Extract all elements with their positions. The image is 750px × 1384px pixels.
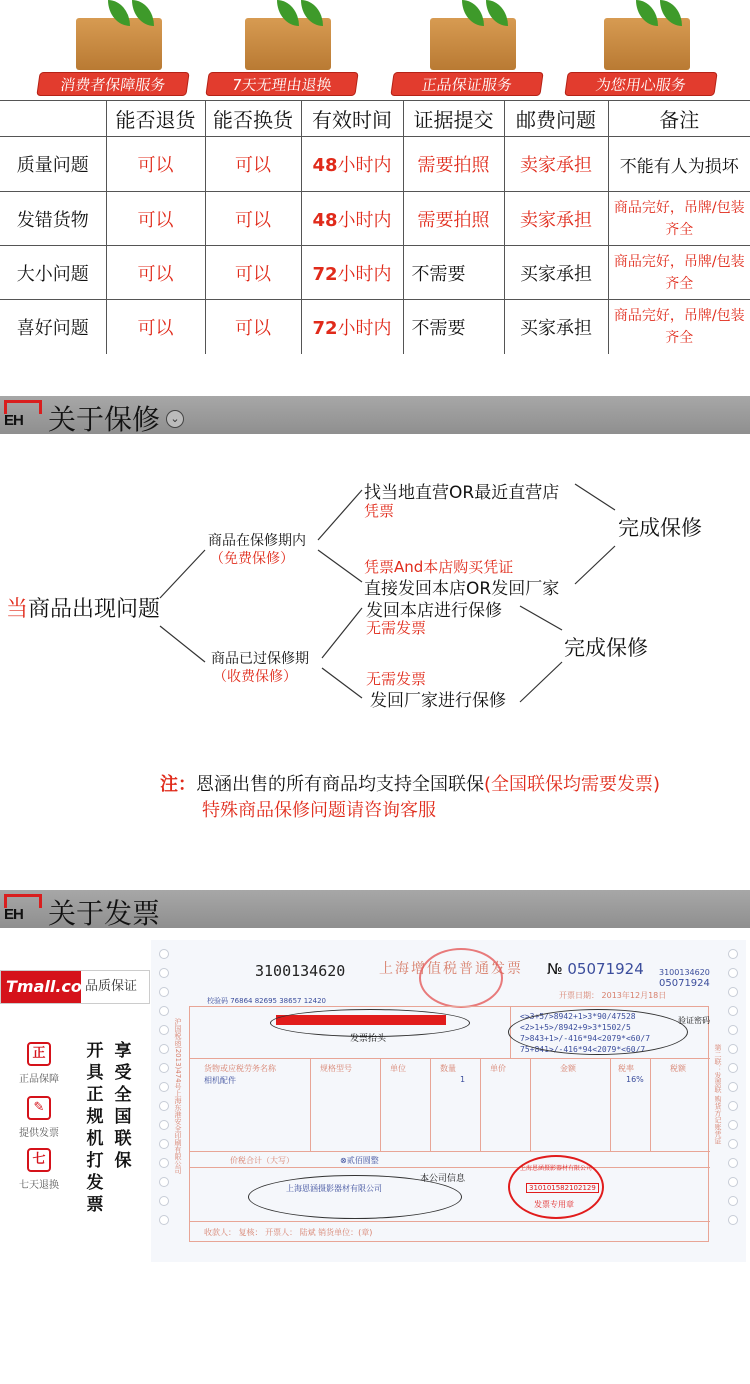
- number-label: №: [547, 960, 563, 978]
- note-cell: 不能有人为损坏: [608, 137, 750, 192]
- section-header-repair: [0, 396, 750, 434]
- time-number: 72: [312, 317, 338, 339]
- feature-7day: [14, 1148, 64, 1191]
- leaf-in-2-cond: 凭票And本店购买凭证: [364, 558, 514, 576]
- time-unit: 小时内: [337, 155, 392, 176]
- postage-cell: 卖家承担: [504, 192, 608, 246]
- service-label: 为您用心服务: [564, 72, 717, 96]
- invoice-number: 05071924: [567, 960, 644, 978]
- time-cell: [301, 300, 403, 354]
- note-main: 恩涵出售的所有商品均支持全国联保: [196, 774, 484, 795]
- invoice-number-field: [547, 960, 644, 978]
- root-first-char: 当: [6, 597, 29, 622]
- note-paren: (全国联保均需要发票): [484, 774, 661, 795]
- item-name: 相机配件: [204, 1076, 236, 1085]
- col-header: 单位: [390, 1064, 406, 1073]
- col-header: 税额: [670, 1064, 686, 1073]
- header-cell: 能否退货: [106, 101, 205, 137]
- box-icon: [245, 18, 331, 70]
- note-cell: 商品完好，吊牌/包装齐全: [608, 246, 750, 300]
- box-icon: [430, 18, 516, 70]
- header-cell: 能否换货: [205, 101, 301, 137]
- return-policy-table: [0, 100, 750, 354]
- leaf-in-1-cond: 凭票: [364, 502, 395, 520]
- connector-line: [322, 608, 362, 658]
- total-label: 价税合计（大写）: [230, 1156, 294, 1165]
- connector-line: [160, 550, 205, 598]
- note-cell: 商品完好，吊牌/包装齐全: [608, 192, 750, 246]
- issue-cell: 发错货物: [0, 192, 106, 246]
- invoice-date: 开票日期： 2013年12月18日: [559, 991, 667, 1000]
- seven-day-icon: 七: [27, 1148, 51, 1172]
- chevron-down-icon[interactable]: ⌄: [166, 410, 184, 428]
- highlight-oval: [508, 1009, 688, 1055]
- note-line-1: [160, 772, 660, 798]
- return-cell: 可以: [106, 246, 205, 300]
- cipher-line: <>3+5/>8942+1>3*90/47528: [520, 1012, 636, 1021]
- evidence-cell: 不需要: [403, 246, 504, 300]
- leaf-out-2-text: 发回厂家进行保修: [370, 691, 506, 711]
- tmall-badge: [0, 970, 150, 1004]
- label-buyer-header: 发票抬头: [350, 1034, 387, 1044]
- tmall-tag: 品质保证: [85, 979, 138, 994]
- vertical-text-left: 开具正规机打发票: [86, 1041, 104, 1215]
- connector-line: [520, 662, 562, 702]
- service-label: 正品保证服务: [390, 72, 543, 96]
- tractor-holes-right: [722, 940, 744, 1262]
- time-unit: 小时内: [337, 209, 392, 231]
- col-header: 税率: [618, 1064, 634, 1073]
- tractor-holes-left: [153, 940, 175, 1262]
- time-number: 72: [312, 263, 338, 285]
- evidence-cell: 不需要: [403, 300, 504, 354]
- table-header-row: [0, 101, 750, 137]
- done-label-top: 完成保修: [618, 516, 702, 540]
- issue-cell: 喜好问题: [16, 317, 89, 339]
- box-icon: [604, 18, 690, 70]
- service-badge-care: [566, 0, 726, 100]
- seller-company: 上海恩涵摄影器材有限公司: [286, 1184, 382, 1193]
- postage-cell: 买家承担: [504, 300, 608, 354]
- brand-logo-text: EH: [4, 412, 23, 429]
- done-label-bottom: 完成保修: [564, 636, 648, 660]
- invoice-icon: ✎: [27, 1096, 51, 1120]
- connector-line: [575, 484, 615, 510]
- invoice-side-text: 第二联：发票联 购货方记账凭证: [714, 1044, 722, 1145]
- brand-logo-icon: [4, 894, 42, 926]
- invoice-code: 3100134620: [255, 962, 346, 980]
- box-icon: [76, 18, 162, 70]
- time-cell: [301, 192, 403, 246]
- return-cell: 可以: [106, 137, 205, 192]
- feature-label: 七天退换: [19, 1180, 59, 1191]
- time-cell: [301, 137, 403, 192]
- seal-top-text: 上海恩涵摄影器材有限公司: [520, 1165, 593, 1172]
- branch-in-sub: （免费保修）: [210, 551, 294, 567]
- invoice-grid: [189, 1006, 709, 1242]
- leaf-in-2-text: 直接发回本店OR发回厂家: [364, 579, 560, 599]
- col-header: 单价: [490, 1064, 506, 1073]
- exchange-cell: 可以: [205, 300, 301, 354]
- leaf-out-2-cond: 无需发票: [366, 670, 427, 688]
- connector-line: [322, 668, 362, 698]
- time-number: 48: [312, 155, 338, 176]
- repair-flow-diagram: [0, 440, 750, 740]
- time-number: 48: [312, 209, 338, 231]
- feature-genuine: [14, 1042, 64, 1085]
- evidence-cell: 需要拍照: [403, 192, 504, 246]
- connector-line: [160, 626, 205, 662]
- time-unit: 小时内: [337, 317, 392, 339]
- table-row: [0, 300, 750, 354]
- leaf-out-1-text: 发回本店进行保修: [366, 601, 502, 621]
- evidence-cell: 需要拍照: [403, 137, 504, 192]
- item-rate: 16%: [626, 1075, 644, 1084]
- service-label: 消费者保障服务: [36, 72, 189, 96]
- branch-out-sub: （收费保修）: [213, 669, 297, 685]
- check-code: 校验码 76864 82695 38657 12420: [207, 997, 326, 1005]
- item-qty: 1: [460, 1075, 466, 1084]
- root-problem: [6, 592, 160, 623]
- invoice-body: [174, 948, 722, 1254]
- brand-logo-text: EH: [4, 906, 23, 923]
- header-cell: 有效时间: [301, 101, 403, 137]
- postage-cell: 卖家承担: [504, 137, 608, 192]
- section-title: 关于发票: [48, 897, 161, 930]
- header-cell: 证据提交: [403, 101, 504, 137]
- cipher-line: 75+841>/-416*94<2079*<60/7: [520, 1045, 646, 1054]
- return-cell: 可以: [106, 192, 205, 246]
- service-banner: [0, 0, 750, 100]
- cipher-line: <2>1+5>/8942+9>3*1502/5: [520, 1023, 631, 1032]
- connector-line: [520, 606, 562, 630]
- goods-header: 货物或应税劳务名称: [204, 1064, 276, 1073]
- section-header-invoice: [0, 890, 750, 928]
- leaf-out-1-cond: 无需发票: [366, 619, 427, 637]
- seal-id: 310101582102129: [526, 1183, 599, 1193]
- invoice-code-small: 3100134620: [659, 968, 710, 977]
- time-cell: [301, 246, 403, 300]
- seal-stamp-icon: [419, 948, 503, 1008]
- issue-cell: 质量问题: [0, 137, 106, 192]
- label-company-info: 本公司信息: [420, 1174, 466, 1184]
- col-header: 数量: [440, 1064, 456, 1073]
- root-text: 商品出现问题: [28, 597, 161, 622]
- note-line-2: 特殊商品保修问题请咨询客服: [202, 800, 436, 821]
- header-cell: 邮费问题: [504, 101, 608, 137]
- header-cell: 备注: [608, 101, 750, 137]
- feature-label: 提供发票: [19, 1128, 59, 1139]
- exchange-cell: 可以: [205, 246, 301, 300]
- invoice-heading: 上海增值税普通发票: [379, 961, 523, 977]
- leaf-in-1-text: 找当地直营OR最近直营店: [364, 483, 560, 503]
- return-cell: 可以: [106, 300, 205, 354]
- tmall-logo: Tmall.com: [1, 971, 81, 1003]
- service-badge-genuine: [392, 0, 552, 100]
- table-row: [0, 192, 750, 246]
- table-row: [0, 246, 750, 300]
- service-badge-consumer: [38, 0, 198, 100]
- invoice-image: [151, 940, 746, 1262]
- note-cell: 商品完好，吊牌/包装齐全: [608, 300, 750, 354]
- exchange-cell: 可以: [205, 137, 301, 192]
- cipher-line: 7>843+1>/-416*94<2079*<60/7: [520, 1034, 651, 1043]
- branch-in-warranty: 商品在保修期内: [208, 533, 306, 549]
- invoice-footer: 收款人： 复核： 开票人： 陆斌 销货单位：(章): [204, 1228, 373, 1237]
- connector-line: [318, 550, 362, 582]
- service-badge-7day: [207, 0, 367, 100]
- feature-label: 正品保障: [19, 1074, 59, 1085]
- section-title: 关于保修: [48, 403, 161, 436]
- header-cell: [0, 101, 106, 137]
- connector-line: [318, 490, 362, 540]
- col-header: 金额: [560, 1064, 576, 1073]
- invoice-number-small: 05071924: [659, 978, 710, 989]
- postage-cell: 买家承担: [504, 246, 608, 300]
- vertical-text-right: 享受全国联保: [114, 1041, 132, 1171]
- issue-cell: 大小问题: [0, 246, 106, 300]
- time-unit: 小时内: [337, 263, 392, 285]
- label-verify: 验证密码: [678, 1016, 710, 1025]
- exchange-cell: 可以: [205, 192, 301, 246]
- connector-line: [575, 546, 615, 584]
- brand-logo-icon: [4, 400, 42, 432]
- service-label: 7天无理由退换: [205, 72, 358, 96]
- col-header: 规格型号: [320, 1064, 352, 1073]
- genuine-icon: 正: [27, 1042, 51, 1066]
- table-row: [0, 137, 750, 192]
- feature-invoice: [14, 1096, 64, 1139]
- total-mark: ⊗贰佰圆整: [340, 1156, 379, 1165]
- highlight-oval: [248, 1175, 462, 1219]
- branch-out-warranty: 商品已过保修期: [211, 651, 309, 667]
- invoice-left-side-text: 沪国税函(2013)474号上海东港安全印刷有限公司: [174, 1018, 182, 1174]
- note-prefix: 注：: [160, 774, 196, 795]
- seal-bottom-text: 发票专用章: [534, 1200, 574, 1209]
- warranty-note: [160, 772, 660, 824]
